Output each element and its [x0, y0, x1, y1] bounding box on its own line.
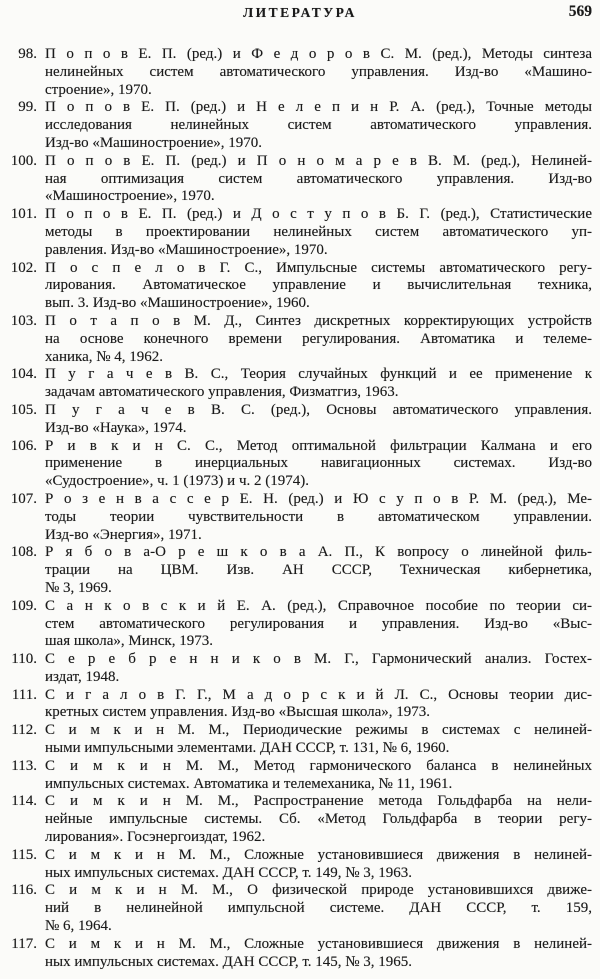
entry-number: 104.	[10, 366, 37, 383]
bibliography-entry	[0, 366, 592, 402]
text-line: шая школа», Минск, 1973.	[45, 633, 213, 650]
text-line: П о п о в Е. П. (ред.) и Д о с т у п о в Б. Г. (ред.), Статистические	[45, 206, 592, 223]
entry-text	[45, 936, 592, 972]
entry-text	[45, 402, 592, 438]
text-line: нейные импульсные системы. Сб. «Метод Гольдфарба в теории регу-	[45, 811, 592, 828]
bibliography-entry	[0, 153, 592, 206]
page-title: ЛИТЕРАТУРА	[243, 5, 357, 20]
bibliography-entry	[0, 936, 592, 972]
text-line: С и м к и н М. М., Метод гармонического баланса в нелинейных	[45, 757, 592, 774]
text-line: равления. Изд-во «Машиностроение», 1970.	[45, 241, 328, 258]
bibliography-entry	[0, 438, 592, 491]
entry-number: 103.	[10, 312, 37, 329]
entry-number: 101.	[10, 206, 37, 223]
text-line: Изд-во «Машиностроение», 1970.	[45, 134, 263, 151]
text-line: № 3, 1969.	[45, 579, 112, 596]
text-line: ная оптимизация систем автоматического управления. Изд-во	[45, 170, 592, 187]
text-line: П у г а ч е в В. С. (ред.), Основы автоматического управления.	[45, 401, 592, 418]
bibliography-entry	[0, 46, 592, 99]
entry-text	[45, 793, 592, 846]
bibliography-entry	[0, 491, 592, 544]
entry-number: 100.	[10, 152, 37, 169]
entry-number: 113.	[11, 757, 37, 774]
text-line: трации на ЦВМ. Изв. АН СССР, Техническая кибернетика,	[45, 562, 592, 579]
text-line: С и м к и н М. М., Распространение метода Гольдфарба на нели-	[45, 793, 592, 810]
text-line: «Судостроение», ч. 1 (1973) и ч. 2 (1974).	[45, 473, 309, 490]
text-line: кретных систем управления. Изд-во «Высшая школа», 1973.	[45, 704, 431, 721]
text-line: исследования нелинейных систем автоматического управления.	[45, 117, 592, 134]
bibliography-entry	[0, 687, 592, 723]
entry-number: 106.	[10, 437, 37, 454]
entry-number: 117.	[11, 935, 37, 952]
text-line: С и г а л о в Г. Г., М а д о р с к и й Л. С., Основы теории дис-	[45, 686, 592, 703]
text-line: С и м к и н М. М., Сложные установившиеся движения в нелиней-	[45, 846, 592, 863]
entry-number: 114.	[11, 793, 37, 810]
entry-number: 110.	[11, 651, 37, 668]
entry-number: 111.	[11, 686, 37, 703]
text-line: С и м к и н М. М., О физической природе установившихся движе-	[45, 882, 592, 899]
entry-number: 99.	[18, 99, 37, 116]
entry-text	[45, 687, 592, 723]
text-line: методы в проектировании нелинейных систем автоматического уп-	[45, 223, 592, 240]
entry-text	[45, 847, 592, 883]
entry-text	[45, 366, 592, 402]
entry-text	[45, 882, 592, 935]
text-line: тоды теории чувствительности в автоматическом управлении.	[45, 508, 592, 525]
text-line: вып. 3. Изд-во «Машиностроение», 1960.	[45, 295, 310, 312]
text-line: издат, 1948.	[45, 668, 120, 685]
bibliography-entry	[0, 651, 592, 687]
text-line: Р и в к и н С. С., Метод оптимальной фильтрации Калмана и его	[45, 437, 592, 454]
text-line: П у г а ч е в В. С., Теория случайных функций и ее применение к	[45, 366, 592, 383]
text-line: строение», 1970.	[45, 81, 152, 98]
text-line: Изд-во «Наука», 1974.	[45, 419, 187, 436]
entry-number: 116.	[11, 882, 37, 899]
entry-text	[45, 438, 592, 491]
entry-text	[45, 758, 592, 794]
bibliography-entry	[0, 793, 592, 846]
entry-number: 108.	[10, 544, 37, 561]
entry-text	[45, 722, 592, 758]
entry-number: 115.	[11, 846, 37, 863]
bibliography-entry	[0, 722, 592, 758]
text-line: ными импульсными элементами. ДАН СССР, т. 131, № 6, 1960.	[45, 740, 450, 757]
text-line: нелинейных систем автоматического управления. Изд-во «Машино-	[45, 63, 592, 80]
text-line: Р я б о в а-О р е ш к о в а А. П., К вопросу о линейной филь-	[45, 544, 592, 561]
text-line: П о т а п о в М. Д., Синтез дискретных корректирующих устройств	[45, 312, 592, 329]
bibliography-entry	[0, 598, 592, 651]
entry-text	[45, 260, 592, 313]
text-line: применение в инерциальных навигационных системах. Изд-во	[45, 455, 592, 472]
bibliography-entry	[0, 847, 592, 883]
entry-text	[45, 99, 592, 152]
bibliography-entry	[0, 402, 592, 438]
text-line: С а н к о в с к и й Е. А. (ред.), Справочное пособие по теории си-	[45, 597, 592, 614]
entry-text	[45, 491, 592, 544]
entry-text	[45, 206, 592, 259]
bibliography-entry	[0, 313, 592, 366]
entry-text	[45, 544, 592, 597]
text-line: П о п о в Е. П. (ред.) и Н е л е п и н Р. А. (ред.), Точные методы	[45, 99, 592, 116]
text-line: С и м к и н М. М., Периодические режимы в системах с нелиней-	[45, 722, 592, 739]
bibliography-entry	[0, 206, 592, 259]
text-line: С е р е б р е н н и к о в М. Г., Гармонический анализ. Гостех-	[45, 651, 592, 668]
bibliography-entry	[0, 99, 592, 152]
text-line: на основе конечного времени регулирования. Автоматика и телеме-	[45, 330, 592, 347]
bibliography-list	[0, 46, 592, 971]
entry-text	[45, 153, 592, 206]
text-line: стем автоматического регулирования и управления. Изд-во «Выс-	[45, 615, 592, 632]
text-line: ханика, № 4, 1962.	[45, 348, 164, 365]
text-line: ных импульсных системах. ДАН СССР, т. 145, № 3, 1965.	[45, 953, 413, 970]
entry-number: 112.	[11, 722, 37, 739]
text-line: задачам автоматического управления, Физматгиз, 1963.	[45, 384, 399, 401]
entry-text	[45, 46, 592, 99]
entry-number: 109.	[10, 597, 37, 614]
entry-text	[45, 598, 592, 651]
text-line: С и м к и н М. М., Сложные установившиеся движения в нелиней-	[45, 935, 592, 952]
entry-number: 107.	[10, 490, 37, 507]
text-line: Изд-во «Энергия», 1971.	[45, 526, 202, 543]
text-line: ний в нелинейной импульсной системе. ДАН СССР, т. 159,	[45, 900, 592, 917]
entry-text	[45, 651, 592, 687]
entry-number: 105.	[10, 401, 37, 418]
text-line: Р о з е н в а с с е р Е. Н. (ред.) и Ю с у п о в Р. М. (ред.), Ме-	[45, 490, 592, 507]
entry-number: 102.	[10, 259, 37, 276]
text-line: «Машиностроение», 1970.	[45, 188, 215, 205]
text-line: № 6, 1964.	[45, 918, 112, 935]
text-line: П о п о в Е. П. (ред.) и Ф е д о р о в С. М. (ред.), Методы синтеза	[45, 46, 592, 62]
page-header	[0, 2, 600, 22]
page-number: 569	[568, 3, 592, 20]
text-line: ных импульсных системах. ДАН СССР, т. 149, № 3, 1963.	[45, 864, 413, 881]
entry-number: 98.	[18, 46, 37, 62]
bibliography-entry	[0, 544, 592, 597]
text-line: импульсных системах. Автоматика и телемеханика, № 11, 1961.	[45, 775, 453, 792]
text-line: П о с п е л о в Г. С., Импульсные системы автоматического регу-	[45, 259, 592, 276]
text-line: П о п о в Е. П. (ред.) и П о н о м а р е в В. М. (ред.), Нелиней-	[45, 152, 592, 169]
text-line: лирования. Автоматическое управление и вычислительная техника,	[45, 277, 592, 294]
bibliography-entry	[0, 882, 592, 935]
bibliography-entry	[0, 260, 592, 313]
text-line: лирования». Госэнергоиздат, 1962.	[45, 829, 266, 846]
bibliography-entry	[0, 758, 592, 794]
entry-text	[45, 313, 592, 366]
